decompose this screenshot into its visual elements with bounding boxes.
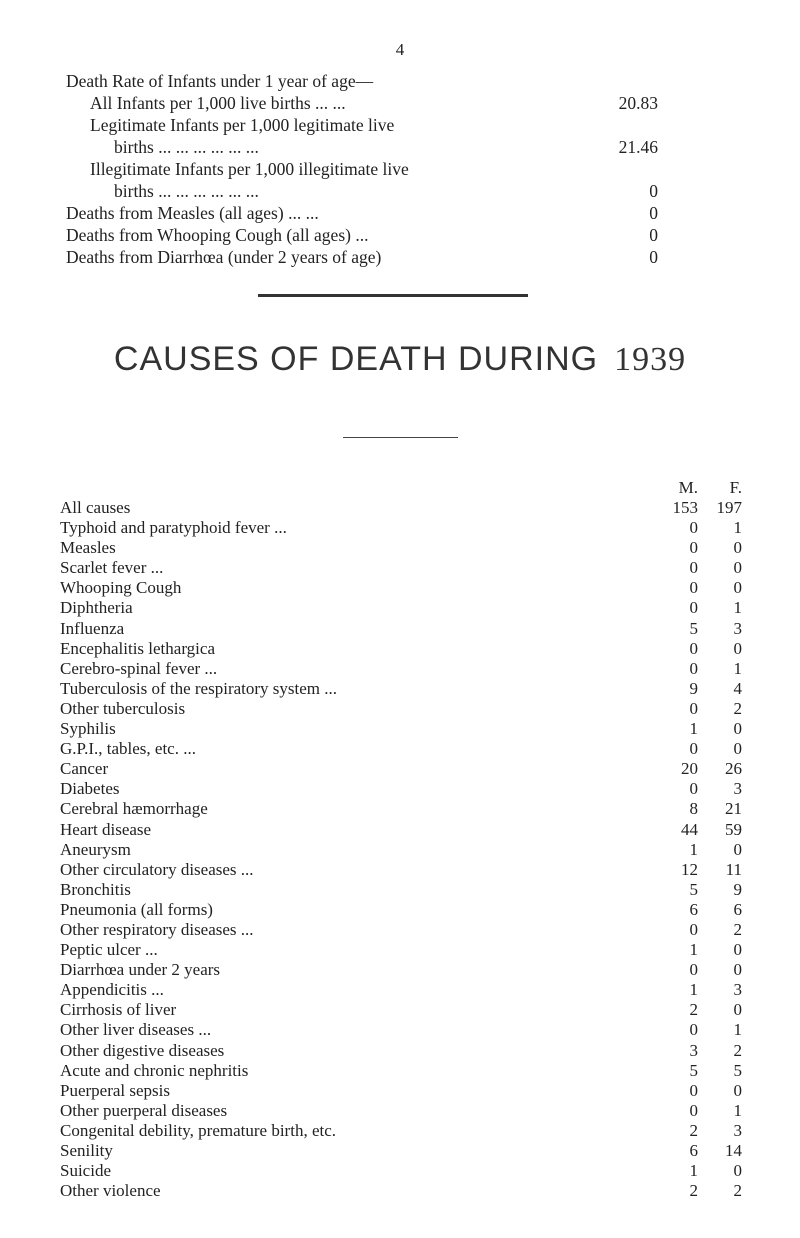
female-count: 1 xyxy=(733,658,742,678)
cause-row xyxy=(60,659,760,679)
male-count: 20 xyxy=(681,759,698,779)
cause-row xyxy=(60,719,760,739)
male-count: 2 xyxy=(689,1000,698,1020)
section-divider xyxy=(258,294,528,297)
death-label: Deaths from Diarrhœa (under 2 years of age) xyxy=(66,247,382,267)
male-count: 0 xyxy=(689,919,698,939)
female-count: 3 xyxy=(733,618,742,638)
female-count: 0 xyxy=(733,1161,742,1181)
female-count: 6 xyxy=(733,899,742,919)
female-count: 11 xyxy=(725,859,742,879)
cause-name: Other puerperal diseases xyxy=(60,1100,228,1120)
cause-row xyxy=(60,1161,760,1181)
cause-name: Other violence xyxy=(60,1181,161,1201)
male-count: 5 xyxy=(689,1060,698,1080)
cause-name: Syphilis xyxy=(60,719,116,739)
cause-row xyxy=(60,538,760,558)
male-count: 0 xyxy=(689,558,698,578)
cause-name: Senility xyxy=(60,1141,113,1160)
cause-name: Peptic ulcer ... xyxy=(60,940,158,960)
cause-row xyxy=(60,820,760,840)
rate-value: 21.46 xyxy=(618,137,658,157)
cause-row xyxy=(60,1061,760,1081)
rate-label: births ... ... ... ... ... ... xyxy=(114,181,259,201)
cause-name: Other respiratory diseases ... xyxy=(60,919,254,939)
male-count: 153 xyxy=(672,498,698,517)
male-count: 1 xyxy=(689,839,698,859)
female-count: 9 xyxy=(733,879,742,899)
cause-name: Bronchitis xyxy=(60,879,131,899)
cause-name: Cerebral hæmorrhage xyxy=(60,799,208,819)
cause-name: Aneurysm xyxy=(60,839,131,859)
cause-name: Other digestive diseases xyxy=(60,1040,225,1060)
cause-row xyxy=(60,598,760,618)
rate-line xyxy=(66,158,658,180)
cause-row xyxy=(60,960,760,980)
cause-name: Diarrhœa under 2 years xyxy=(60,960,221,980)
male-count: 0 xyxy=(689,779,698,799)
cause-row xyxy=(60,1000,760,1020)
female-count: 0 xyxy=(733,739,742,759)
cause-row xyxy=(60,759,760,779)
column-header-row xyxy=(60,478,760,498)
male-count: 3 xyxy=(689,1040,698,1060)
cause-row xyxy=(60,880,760,900)
male-count: 1 xyxy=(689,1161,698,1181)
rate-label: Legitimate Infants per 1,000 legitimate live xyxy=(90,115,395,135)
cause-name: Cancer xyxy=(60,759,109,779)
cause-name: Typhoid and paratyphoid fever ... xyxy=(60,518,287,538)
male-count: 0 xyxy=(689,578,698,598)
male-count: 9 xyxy=(689,678,698,698)
cause-name: All causes xyxy=(60,498,131,517)
title-underline xyxy=(343,437,458,438)
male-count: 12 xyxy=(681,859,698,879)
female-count: 26 xyxy=(725,759,742,779)
cause-row xyxy=(60,1121,760,1141)
female-count: 2 xyxy=(733,919,742,939)
male-count: 0 xyxy=(689,658,698,678)
column-header-male: M. xyxy=(678,478,698,497)
rate-label: Illegitimate Infants per 1,000 illegitimate live xyxy=(90,159,409,179)
cause-row xyxy=(60,1141,760,1161)
column-header-female: F. xyxy=(729,478,742,497)
rate-line xyxy=(66,180,658,202)
male-count: 0 xyxy=(689,518,698,538)
male-count: 1 xyxy=(689,940,698,960)
male-count: 0 xyxy=(689,1100,698,1120)
female-count: 3 xyxy=(733,779,742,799)
cause-row xyxy=(60,679,760,699)
cause-row xyxy=(60,1041,760,1061)
male-count: 0 xyxy=(689,598,698,618)
causes-title xyxy=(0,340,800,379)
female-count: 197 xyxy=(716,498,742,517)
cause-row xyxy=(60,518,760,538)
cause-name: Diphtheria xyxy=(60,598,133,618)
male-count: 1 xyxy=(689,980,698,1000)
cause-row xyxy=(60,1181,760,1201)
cause-row xyxy=(60,840,760,860)
cause-name: Scarlet fever ... xyxy=(60,558,164,578)
rates-heading xyxy=(66,70,658,92)
male-count: 2 xyxy=(689,1181,698,1201)
death-label: Deaths from Measles (all ages) ... ... xyxy=(66,203,319,223)
cause-name: Puerperal sepsis xyxy=(60,1080,171,1100)
causes-title-text: CAUSES OF DEATH DURING xyxy=(113,340,599,378)
death-line xyxy=(66,246,658,268)
cause-row xyxy=(60,1020,760,1040)
causes-year: 1939 xyxy=(614,341,687,378)
cause-name: Cirrhosis of liver xyxy=(60,1000,177,1020)
female-count: 2 xyxy=(733,698,742,718)
cause-name: G.P.I., tables, etc. ... xyxy=(60,739,196,759)
death-value: 0 xyxy=(649,225,658,245)
female-count: 3 xyxy=(733,1120,742,1140)
rate-line xyxy=(66,114,658,136)
cause-name: Pneumonia (all forms) xyxy=(60,899,213,919)
female-count: 4 xyxy=(733,678,742,698)
death-label: Deaths from Whooping Cough (all ages) ... xyxy=(66,225,369,245)
female-count: 59 xyxy=(725,819,742,839)
female-count: 0 xyxy=(733,960,742,980)
death-line xyxy=(66,224,658,246)
cause-name: Suicide xyxy=(60,1161,111,1181)
male-count: 0 xyxy=(689,638,698,658)
male-count: 0 xyxy=(689,739,698,759)
cause-row xyxy=(60,980,760,1000)
cause-row xyxy=(60,739,760,759)
female-count: 3 xyxy=(733,980,742,1000)
cause-row xyxy=(60,1081,760,1101)
cause-row xyxy=(60,498,760,518)
causes-table xyxy=(60,478,760,1201)
male-count: 6 xyxy=(689,1141,698,1160)
cause-name: Other circulatory diseases ... xyxy=(60,859,254,879)
cause-name: Acute and chronic nephritis xyxy=(60,1060,249,1080)
male-count: 0 xyxy=(689,960,698,980)
cause-row xyxy=(60,799,760,819)
male-count: 5 xyxy=(689,879,698,899)
rates-heading-text: Death Rate of Infants under 1 year of age— xyxy=(66,71,374,91)
male-count: 5 xyxy=(689,618,698,638)
female-count: 14 xyxy=(725,1141,742,1160)
rate-line xyxy=(66,136,658,158)
female-count: 21 xyxy=(725,799,742,819)
cause-name: Other liver diseases ... xyxy=(60,1020,212,1040)
female-count: 0 xyxy=(733,1000,742,1020)
cause-name: Diabetes xyxy=(60,779,120,799)
female-count: 1 xyxy=(733,1100,742,1120)
female-count: 5 xyxy=(733,1060,742,1080)
male-count: 44 xyxy=(681,819,698,839)
cause-name: Appendicitis ... xyxy=(60,980,164,1000)
male-count: 1 xyxy=(689,719,698,739)
female-count: 1 xyxy=(733,1020,742,1040)
male-count: 0 xyxy=(689,698,698,718)
female-count: 1 xyxy=(733,598,742,618)
cause-row xyxy=(60,619,760,639)
male-count: 0 xyxy=(689,1080,698,1100)
male-count: 2 xyxy=(689,1120,698,1140)
cause-name: Measles xyxy=(60,538,116,558)
cause-name: Heart disease xyxy=(60,819,152,839)
cause-row xyxy=(60,639,760,659)
cause-row xyxy=(60,558,760,578)
rate-label: All Infants per 1,000 live births ... ... xyxy=(90,93,346,113)
female-count: 0 xyxy=(733,638,742,658)
male-count: 6 xyxy=(689,899,698,919)
male-count: 8 xyxy=(689,799,698,819)
female-count: 0 xyxy=(733,558,742,578)
cause-name: Cerebro-spinal fever ... xyxy=(60,658,218,678)
cause-name: Influenza xyxy=(60,618,125,638)
rate-line xyxy=(66,92,658,114)
cause-row xyxy=(60,860,760,880)
cause-name: Tuberculosis of the respiratory system ... xyxy=(60,678,338,698)
cause-row xyxy=(60,1101,760,1121)
infant-death-rates xyxy=(66,70,658,268)
death-value: 0 xyxy=(649,203,658,223)
rate-label: births ... ... ... ... ... ... xyxy=(114,137,259,157)
female-count: 0 xyxy=(733,719,742,739)
cause-row xyxy=(60,900,760,920)
female-count: 0 xyxy=(733,940,742,960)
death-line xyxy=(66,202,658,224)
female-count: 0 xyxy=(733,839,742,859)
male-count: 0 xyxy=(689,1020,698,1040)
rate-value: 20.83 xyxy=(618,93,658,113)
cause-row xyxy=(60,578,760,598)
cause-row xyxy=(60,920,760,940)
cause-row xyxy=(60,779,760,799)
female-count: 0 xyxy=(733,538,742,558)
cause-name: Congenital debility, premature birth, etc. xyxy=(60,1120,337,1140)
cause-name: Other tuberculosis xyxy=(60,698,186,718)
female-count: 0 xyxy=(733,578,742,598)
male-count: 0 xyxy=(689,538,698,558)
cause-name: Whooping Cough xyxy=(60,578,182,598)
female-count: 0 xyxy=(733,1080,742,1100)
cause-row xyxy=(60,940,760,960)
page-number: 4 xyxy=(395,40,405,59)
female-count: 1 xyxy=(733,518,742,538)
female-count: 2 xyxy=(733,1181,742,1201)
rate-value: 0 xyxy=(649,181,658,201)
death-value: 0 xyxy=(649,247,658,267)
cause-row xyxy=(60,699,760,719)
female-count: 2 xyxy=(733,1040,742,1060)
cause-name: Encephalitis lethargica xyxy=(60,638,215,658)
